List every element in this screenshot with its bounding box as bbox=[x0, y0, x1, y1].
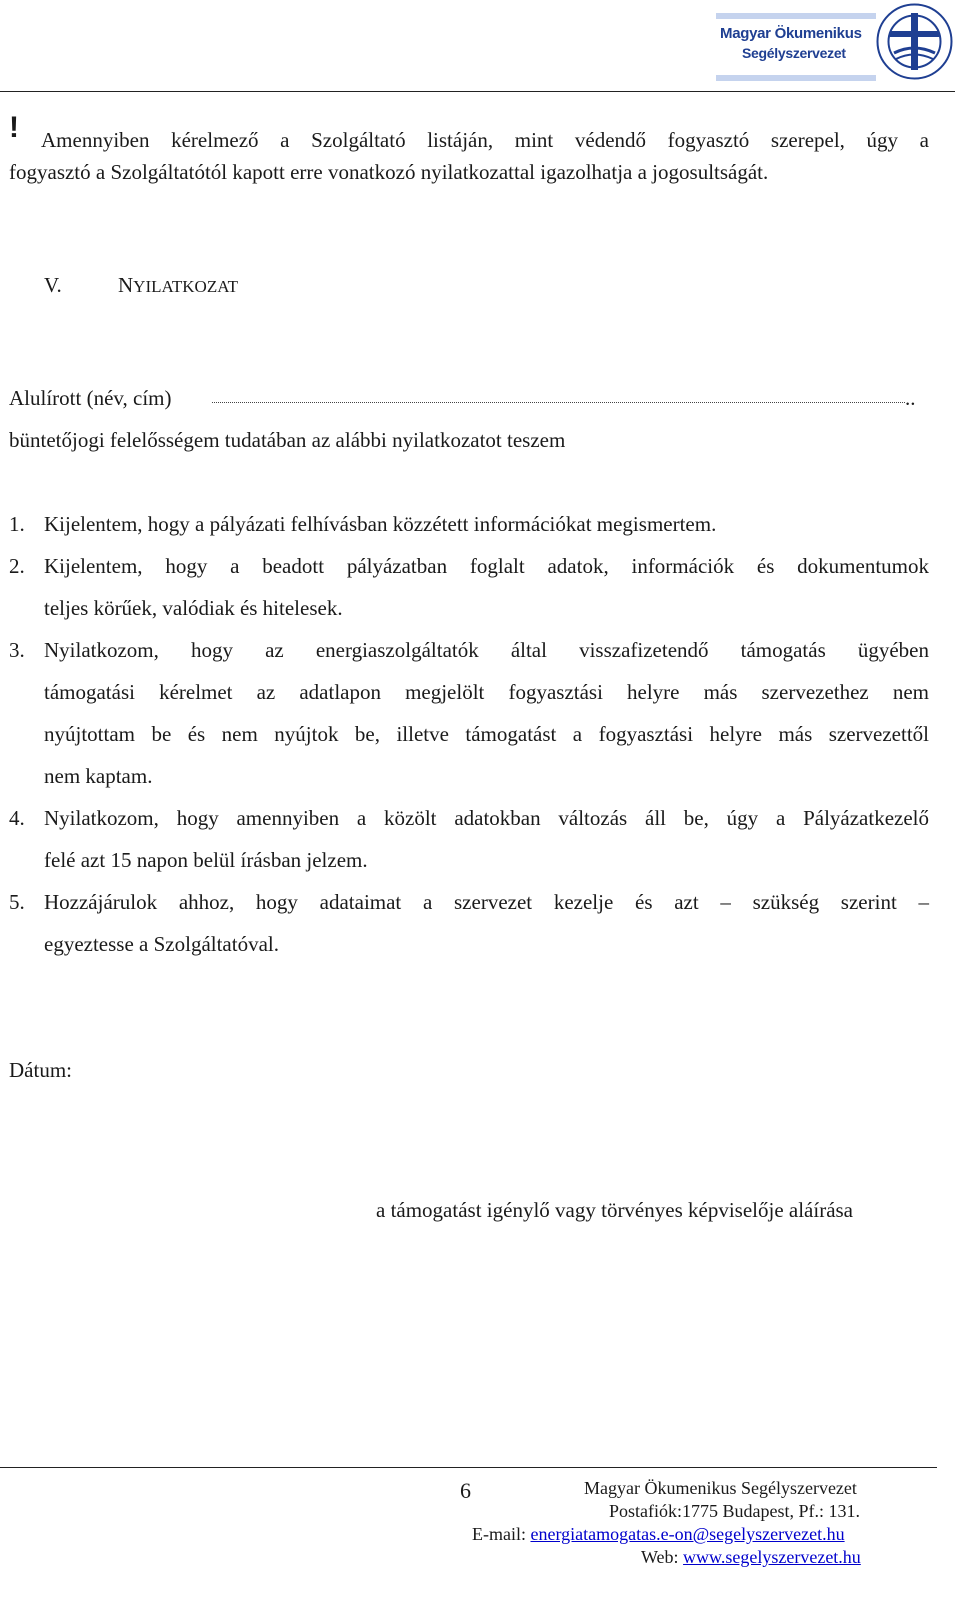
notice-line-2: fogyasztó a Szolgáltatótól kapott erre vonatkozó nyilatkozattal igazolhatja a jogosultságát. bbox=[9, 160, 769, 184]
email-link[interactable]: energiatamogatas.e-on@segelyszervezet.hu bbox=[530, 1524, 845, 1544]
section-number: V. bbox=[44, 273, 62, 297]
item-1-number: 1. bbox=[9, 512, 25, 536]
cross-seal-icon bbox=[876, 3, 953, 80]
declarant-statement: büntetőjogi felelősségem tudatában az alábbi nyilatkozatot teszem bbox=[9, 428, 566, 452]
notice-line-1: Amennyiben kérelmező a Szolgáltató listáján, mint védendő fogyasztó szerepel, úgy a bbox=[41, 128, 929, 152]
item-5-line-2: egyeztesse a Szolgáltatóval. bbox=[44, 932, 279, 956]
section-title: NYILATKOZAT bbox=[118, 273, 238, 297]
header-divider bbox=[0, 91, 955, 92]
declarant-label: Alulírott (név, cím) bbox=[9, 386, 172, 410]
item-3-line-4: nem kaptam. bbox=[44, 764, 153, 788]
item-4-line-2: felé azt 15 napon belül írásban jelzem. bbox=[44, 848, 368, 872]
item-4-line-1: Nyilatkozom, hogy amennyiben a közölt adatokban változás áll be, úgy a Pályázatkezelő bbox=[44, 806, 929, 830]
logo-line-2: Segélyszervezet bbox=[742, 45, 846, 61]
item-1-line-1: Kijelentem, hogy a pályázati felhívásban közzétett információkat megismertem. bbox=[44, 512, 717, 536]
footer-address: Postafiók:1775 Budapest, Pf.: 131. bbox=[609, 1501, 860, 1521]
page-number: 6 bbox=[460, 1478, 471, 1503]
date-label: Dátum: bbox=[9, 1058, 72, 1082]
footer-email: E-mail: energiatamogatas.e-on@segelyszervezet.hu bbox=[472, 1524, 845, 1544]
signature-label: a támogatást igénylő vagy törvényes képviselője aláírása bbox=[376, 1198, 854, 1222]
exclamation-mark: ! bbox=[9, 111, 19, 144]
organization-logo bbox=[716, 3, 953, 80]
item-5-line-1: Hozzájárulok ahhoz, hogy adataimat a szervezet kezelje és azt – szükség szerint – bbox=[44, 890, 929, 914]
item-3-number: 3. bbox=[9, 638, 25, 662]
logo-wordmark bbox=[716, 11, 888, 73]
item-3-line-2: támogatási kérelmet az adatlapon megjelölt fogyasztási helyre más szervezethez nem bbox=[44, 680, 929, 704]
item-2-line-2: teljes körűek, valódiak és hitelesek. bbox=[44, 596, 343, 620]
footer-divider bbox=[0, 1467, 937, 1468]
website-link[interactable]: www.segelyszervezet.hu bbox=[683, 1547, 861, 1567]
item-5-number: 5. bbox=[9, 890, 25, 914]
item-3-line-3: nyújtottam be és nem nyújtok be, illetve támogatást a fogyasztási helyre más szervezettől bbox=[44, 722, 929, 746]
footer-web: Web: www.segelyszervezet.hu bbox=[641, 1547, 861, 1567]
name-address-blank bbox=[212, 402, 905, 403]
item-2-number: 2. bbox=[9, 554, 25, 578]
logo-line-1: Magyar Ökumenikus bbox=[720, 25, 862, 42]
item-2-line-1: Kijelentem, hogy a beadott pályázatban foglalt adatok, információk és dokumentumok bbox=[44, 554, 929, 578]
footer-org-name: Magyar Ökumenikus Segélyszervezet bbox=[584, 1478, 857, 1498]
declarant-trail: .. bbox=[905, 386, 916, 410]
item-3-line-1: Nyilatkozom, hogy az energiaszolgáltatók által visszafizetendő támogatás ügyében bbox=[44, 638, 929, 662]
item-4-number: 4. bbox=[9, 806, 25, 830]
